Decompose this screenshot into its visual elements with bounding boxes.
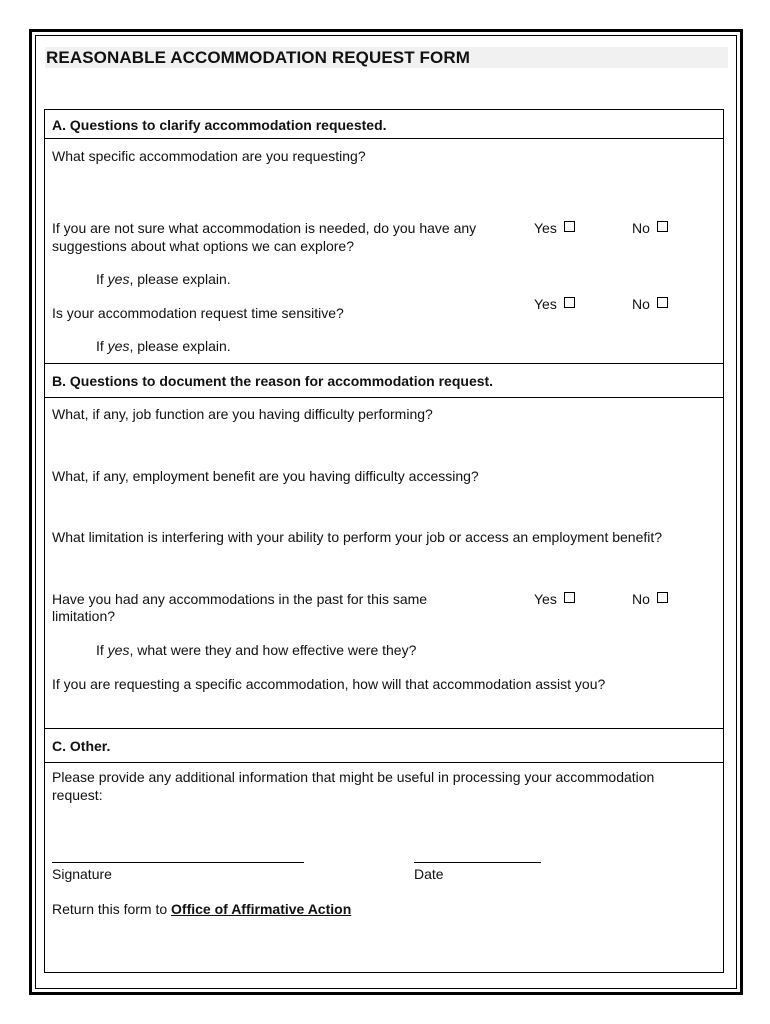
no-label: No	[632, 220, 650, 236]
explain-prompt-suggestions	[96, 271, 231, 288]
if-prefix: If	[96, 338, 108, 354]
yes-option-past-accommodations[interactable]	[534, 591, 575, 608]
yes-word: yes	[107, 642, 130, 658]
question-time-sensitive: Is your accommodation request time sensitive?	[52, 305, 344, 321]
yes-label: Yes	[534, 220, 557, 236]
checkbox[interactable]	[564, 592, 575, 603]
divider	[44, 762, 724, 763]
question-past-accommodations-line1: Have you had any accommodations in the past for this same	[52, 591, 428, 607]
checkbox[interactable]	[564, 297, 575, 308]
checkbox[interactable]	[657, 221, 668, 232]
question-suggestions-line2: suggestions about what options we can explore?	[52, 238, 354, 254]
divider	[44, 138, 724, 139]
form-title: REASONABLE ACCOMMODATION REQUEST FORM	[45, 47, 728, 68]
yes-label: Yes	[534, 591, 557, 607]
question-suggestions-line1: If you are not sure what accommodation is needed, do you have any	[52, 220, 477, 236]
divider	[44, 397, 724, 398]
yes-word: yes	[107, 271, 130, 287]
question-job-function: What, if any, job function are you having difficulty performing?	[52, 406, 433, 422]
question-limitation: What limitation is interfering with your ability to perform your job or access an employment benefit?	[52, 529, 663, 545]
no-label: No	[632, 296, 650, 312]
yes-label: Yes	[534, 296, 557, 312]
explain-suffix: , please explain.	[129, 271, 231, 287]
section-b-heading: B. Questions to document the reason for accommodation request.	[52, 373, 494, 389]
additional-info-line1: Please provide any additional information that might be useful in processing your accommodation	[52, 769, 655, 785]
checkbox[interactable]	[657, 592, 668, 603]
signature-line[interactable]	[52, 862, 304, 863]
signature-label: Signature	[52, 866, 112, 882]
date-line[interactable]	[414, 862, 541, 863]
divider	[44, 728, 724, 729]
no-option-suggestions[interactable]	[632, 220, 668, 237]
if-prefix: If	[96, 271, 108, 287]
no-option-time-sensitive[interactable]	[632, 296, 668, 313]
date-label: Date	[414, 866, 444, 882]
checkbox[interactable]	[657, 297, 668, 308]
additional-info-line2: request:	[52, 787, 103, 803]
question-accommodation-requested: What specific accommodation are you requesting?	[52, 148, 366, 164]
question-employment-benefit: What, if any, employment benefit are you having difficulty accessing?	[52, 468, 479, 484]
divider	[44, 363, 724, 364]
explain-prompt-time-sensitive	[96, 338, 231, 355]
no-label: No	[632, 591, 650, 607]
section-c-heading: C. Other.	[52, 738, 111, 754]
no-option-past-accommodations[interactable]	[632, 591, 668, 608]
yes-option-suggestions[interactable]	[534, 220, 575, 237]
question-past-accommodations-line2: limitation?	[52, 608, 116, 624]
yes-word: yes	[107, 338, 130, 354]
question-accommodation-assist: If you are requesting a specific accommodation, how will that accommodation assist you?	[52, 676, 606, 692]
section-a-heading: A. Questions to clarify accommodation requested.	[52, 117, 387, 133]
return-office-name: Office of Affirmative Action	[171, 901, 352, 917]
return-prefix: Return this form to	[52, 901, 172, 917]
checkbox[interactable]	[564, 221, 575, 232]
if-prefix: If	[96, 642, 108, 658]
followup-past-accommodations	[96, 642, 416, 659]
return-instruction	[52, 901, 351, 918]
yes-option-time-sensitive[interactable]	[534, 296, 575, 313]
followup-suffix: , what were they and how effective were they?	[129, 642, 417, 658]
explain-suffix: , please explain.	[129, 338, 231, 354]
